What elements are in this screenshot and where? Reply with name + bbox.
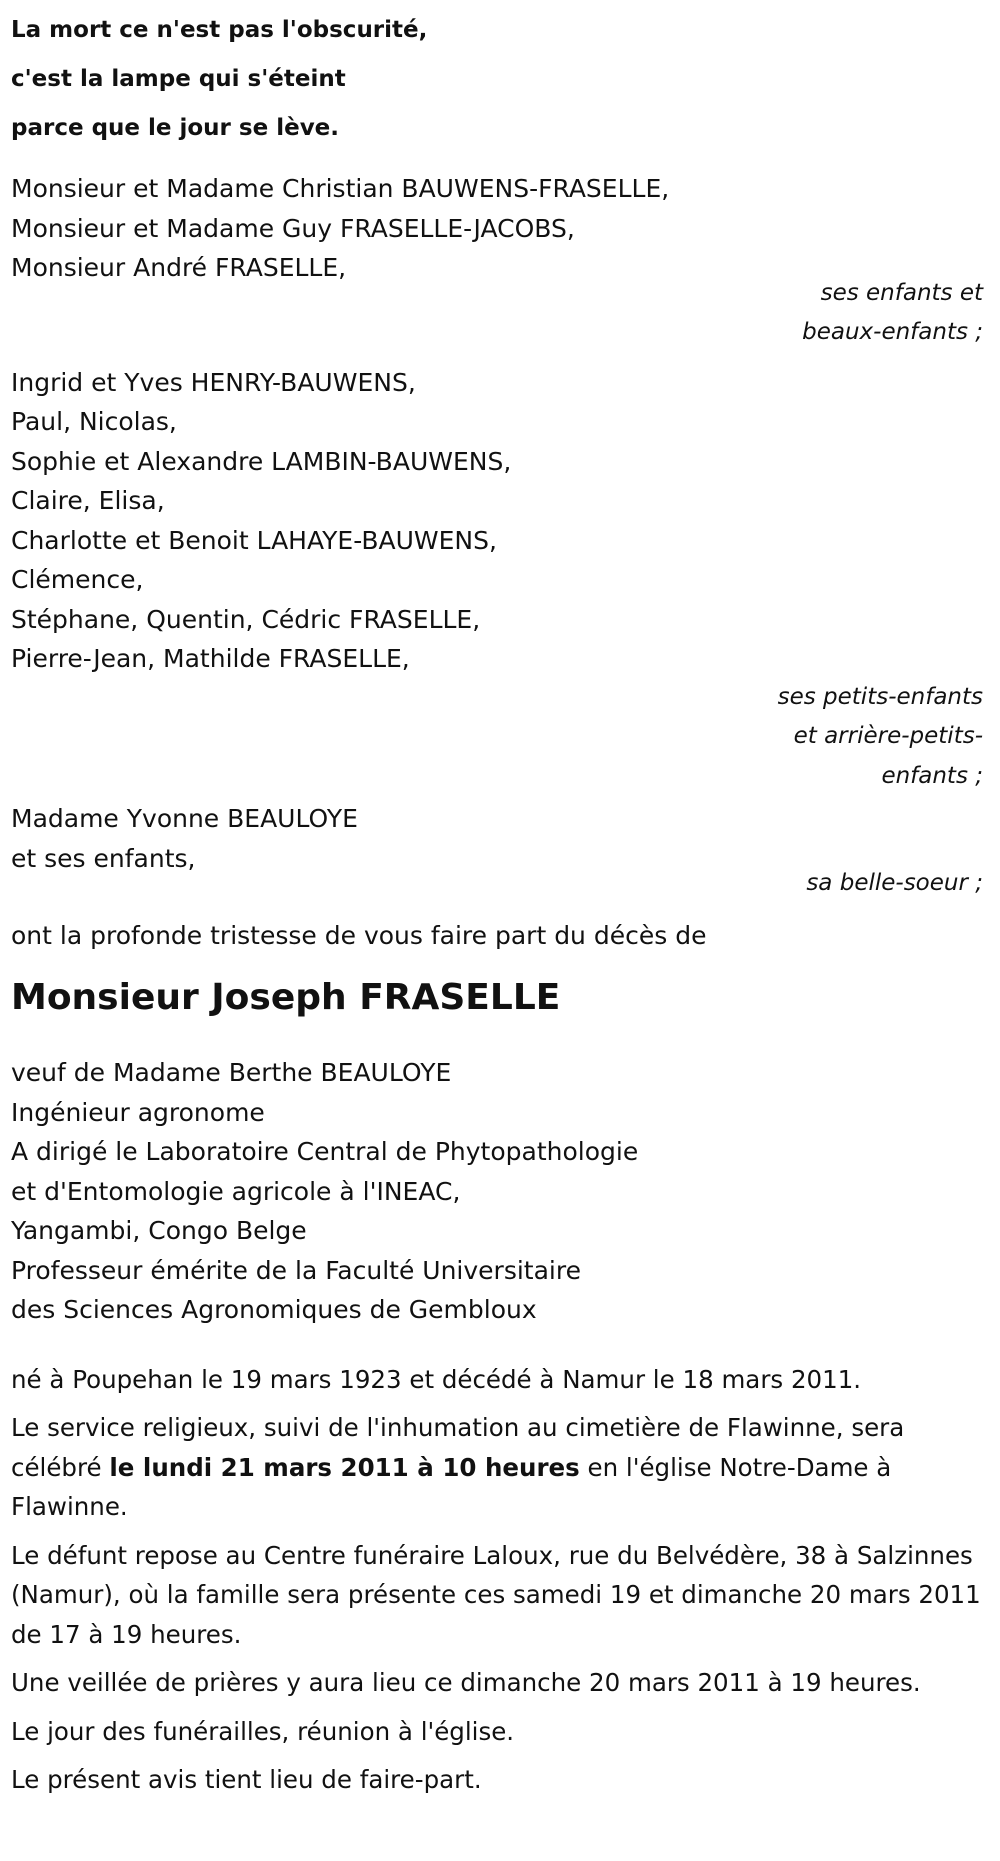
service-text-end: en l'église Notre-Dame à Flawinne. xyxy=(11,1452,892,1521)
sister-in-law-group xyxy=(11,799,991,904)
family-name-line: Monsieur André FRASELLE, xyxy=(11,253,347,282)
detail-line: A dirigé le Laboratoire Central de Phytopathologie xyxy=(11,1137,639,1166)
family-name-line: Ingrid et Yves HENRY-BAUWENS, xyxy=(11,367,416,397)
family-name-line: Pierre-Jean, Mathilde FRASELLE, xyxy=(11,644,410,673)
family-name-line: Charlotte et Benoit LAHAYE-BAUWENS, xyxy=(11,525,497,555)
family-name-line: Madame Yvonne BEAULOYE xyxy=(11,804,358,833)
vigil-paragraph: Une veillée de prières y aura lieu ce dimanche 20 mars 2011 à 19 heures. xyxy=(11,1668,921,1697)
detail-line: Ingénieur agronome xyxy=(11,1097,265,1127)
detail-line: veuf de Madame Berthe BEAULOYE xyxy=(11,1058,452,1087)
relation-label xyxy=(11,678,983,797)
relation-line: et arrière-petits- xyxy=(793,723,983,749)
family-name-line: Monsieur et Madame Christian BAUWENS-FRASELLE, xyxy=(11,174,670,203)
relation-line: ses petits-enfants xyxy=(777,683,983,710)
detail-line: des Sciences Agronomiques de Gembloux xyxy=(11,1295,537,1324)
detail-line: Yangambi, Congo Belge xyxy=(11,1216,307,1245)
funeral-day-paragraph: Le jour des funérailles, réunion à l'église. xyxy=(11,1716,515,1746)
family-name-line: Clémence, xyxy=(11,565,144,594)
quote-line: parce que le jour se lève. xyxy=(11,115,340,141)
announcement-text: ont la profonde tristesse de vous faire part du décès de xyxy=(11,920,707,950)
relation-line: beaux-enfants ; xyxy=(802,319,983,345)
deceased-name: Monsieur Joseph FRASELLE xyxy=(11,977,561,1018)
family-name-line: Claire, Elisa, xyxy=(11,486,165,515)
quote-line: La mort ce n'est pas l'obscurité, xyxy=(11,17,428,43)
birth-death-paragraph: né à Poupehan le 19 mars 1923 et décédé à Namur le 18 mars 2011. xyxy=(11,1364,862,1394)
service-text: Le service religieux, suivi de l'inhumation au cimetière de Flawinne, sera célébré xyxy=(11,1413,905,1482)
rest-paragraph: Le défunt repose au Centre funéraire Laloux, rue du Belvédère, 38 à Salzinnes (Namur), où la famille sera présente ces samedi 19 et dimanche 20 mars 2011 de 17 à 19 heures. xyxy=(11,1540,981,1649)
relation-line: sa belle-soeur ; xyxy=(806,870,983,896)
detail-line: Professeur émérite de la Faculté Universitaire xyxy=(11,1255,581,1285)
family-name-line: Sophie et Alexandre LAMBIN-BAUWENS, xyxy=(11,446,512,476)
quote-line: c'est la lampe qui s'éteint xyxy=(11,66,346,92)
service-paragraph xyxy=(11,1408,983,1527)
relation-line: ses enfants et xyxy=(820,279,983,306)
detail-line: et d'Entomologie agricole à l'INEAC, xyxy=(11,1176,461,1206)
relation-line: enfants ; xyxy=(881,762,983,789)
children-group xyxy=(11,169,991,353)
notice-paragraph: Le présent avis tient lieu de faire-part. xyxy=(11,1765,482,1794)
family-name-line: Paul, Nicolas, xyxy=(11,407,177,436)
family-name-line: et ses enfants, xyxy=(11,843,196,873)
deceased-details xyxy=(11,1053,991,1330)
service-date-time: le lundi 21 mars 2011 à 10 heures xyxy=(109,1452,580,1482)
obituary-notice xyxy=(11,6,991,1800)
opening-quote xyxy=(11,6,991,153)
family-name-line: Stéphane, Quentin, Cédric FRASELLE, xyxy=(11,604,481,634)
grandchildren-group xyxy=(11,363,991,797)
family-name-line: Monsieur et Madame Guy FRASELLE-JACOBS, xyxy=(11,213,575,243)
